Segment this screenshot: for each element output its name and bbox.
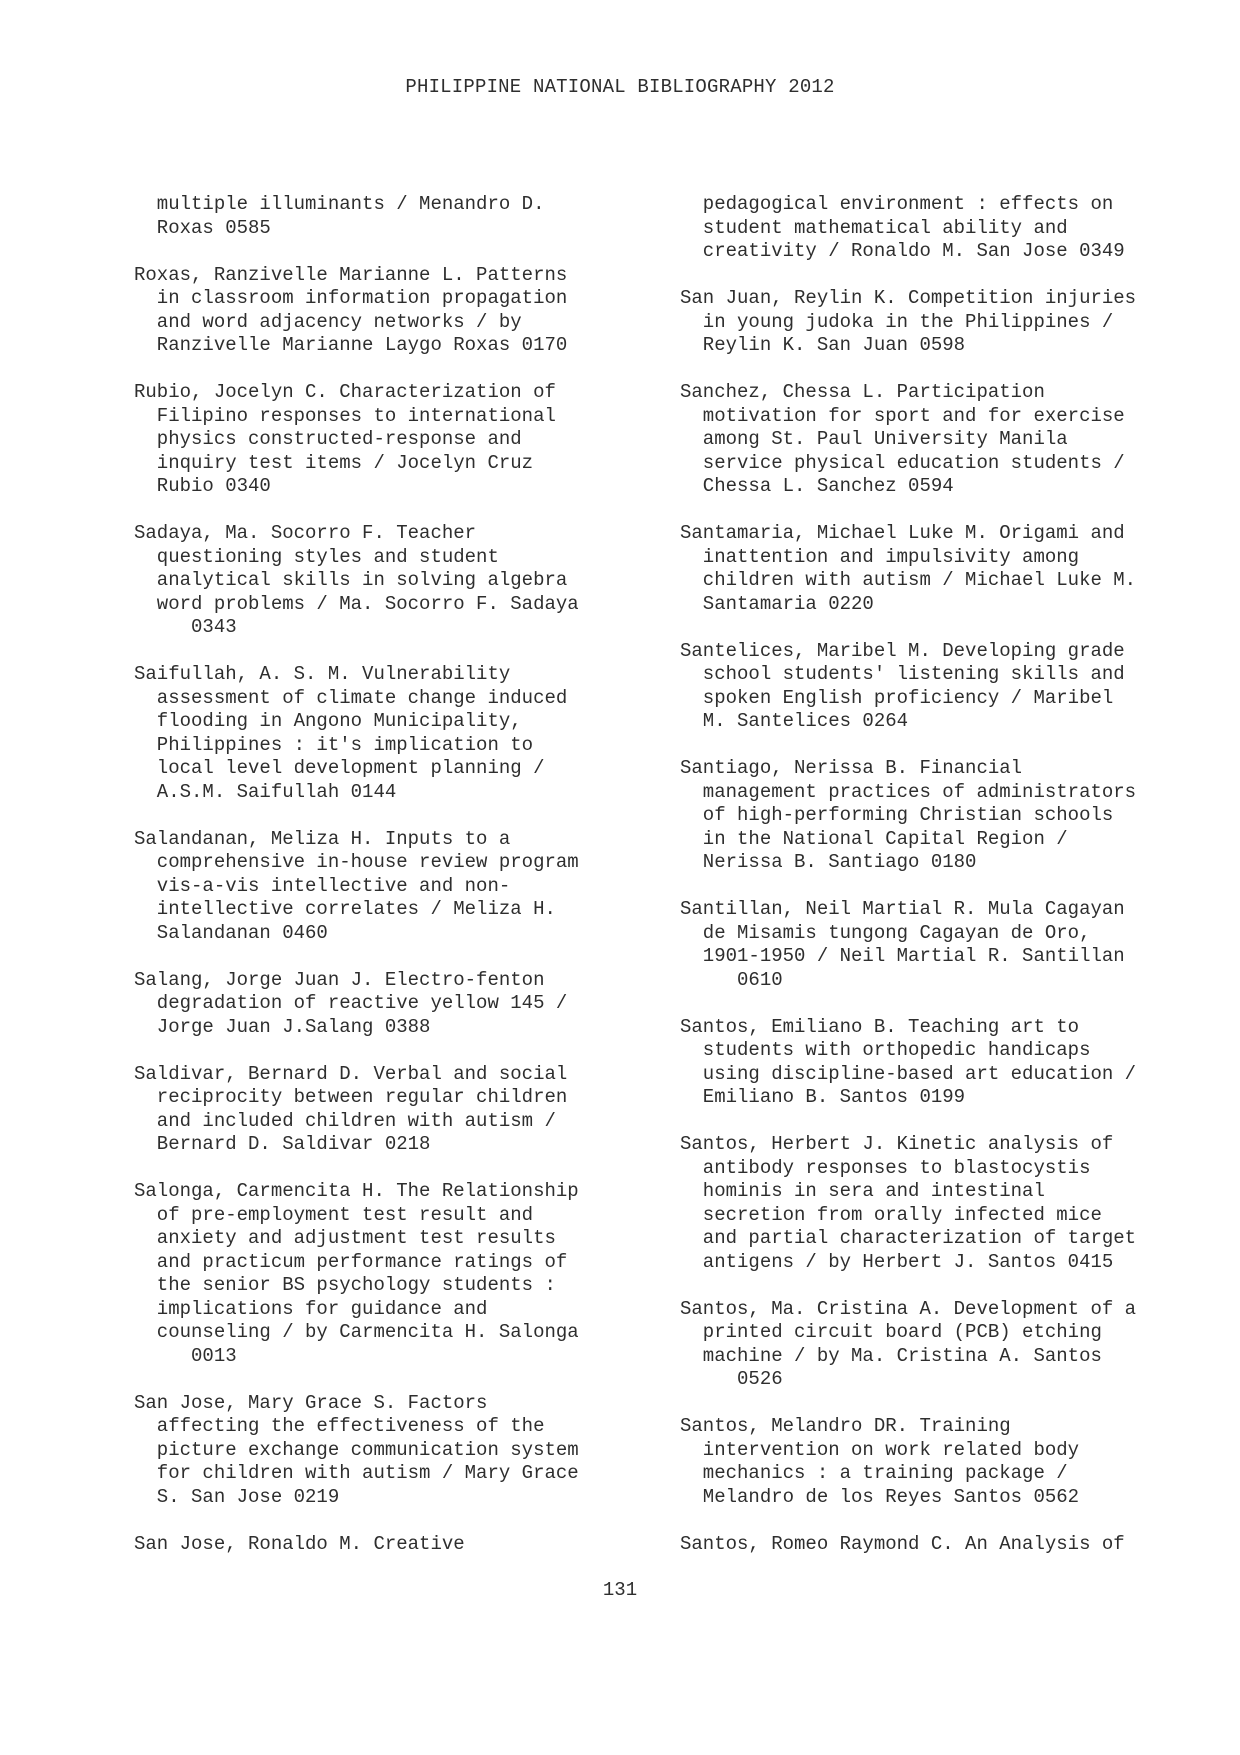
bibliography-entry xyxy=(680,193,1180,264)
entry-line: Santos, Melandro DR. Training xyxy=(680,1415,1011,1437)
entry-line: picture exchange communication system xyxy=(134,1438,579,1461)
bibliography-entry xyxy=(680,381,1180,499)
bibliography-entry xyxy=(680,1415,1180,1509)
entry-line: Reylin K. San Juan 0598 xyxy=(680,334,966,356)
bibliography-entry xyxy=(680,1298,1180,1392)
entry-line: pedagogical environment : effects on xyxy=(680,193,1114,215)
bibliography-entry xyxy=(680,757,1180,875)
entry-line: questioning styles and student xyxy=(134,545,499,568)
entry-line: 1901-1950 / Neil Martial R. Santillan xyxy=(680,945,1125,967)
bibliography-entry xyxy=(134,1180,634,1368)
entry-line: and word adjacency networks / by xyxy=(134,310,522,333)
entry-line: in young judoka in the Philippines / xyxy=(680,310,1114,333)
entry-line: mechanics : a training package / xyxy=(680,1462,1068,1484)
entry-line: management practices of administrators xyxy=(680,780,1137,803)
entry-line: implications for guidance and xyxy=(134,1297,488,1320)
entry-line: comprehensive in-house review program xyxy=(134,851,579,873)
entry-line: San Juan, Reylin K. Competition injuries xyxy=(680,287,1137,309)
entry-line: printed circuit board (PCB) etching xyxy=(680,1321,1102,1343)
entry-line: Santos, Romeo Raymond C. An Analysis of xyxy=(680,1532,1125,1555)
entry-line: Nerissa B. Santiago 0180 xyxy=(680,851,977,873)
entry-line: analytical skills in solving algebra xyxy=(134,569,568,591)
entry-line: degradation of reactive yellow 145 / xyxy=(134,992,568,1014)
entry-line: Saifullah, A. S. M. Vulnerability xyxy=(134,663,511,685)
entry-line: for children with autism / Mary Grace xyxy=(134,1462,579,1484)
bibliography-entry xyxy=(134,381,634,499)
entry-line: Salonga, Carmencita H. The Relationship xyxy=(134,1180,579,1202)
entry-line: children with autism / Michael Luke M. xyxy=(680,569,1137,591)
bibliography-entry xyxy=(134,828,634,946)
entry-line: school students' listening skills and xyxy=(680,663,1125,685)
entry-line: Santos, Herbert J. Kinetic analysis of xyxy=(680,1133,1114,1155)
bibliography-entry xyxy=(134,1533,634,1557)
entry-line: students with orthopedic handicaps xyxy=(680,1039,1091,1061)
bibliography-entry xyxy=(134,663,634,804)
entry-line: Salandanan 0460 xyxy=(134,921,328,944)
bibliography-entry xyxy=(134,193,634,240)
bibliography-entry xyxy=(134,1063,634,1157)
entry-line: Santamaria 0220 xyxy=(680,592,874,615)
entry-line: Ranzivelle Marianne Laygo Roxas 0170 xyxy=(134,334,568,356)
entry-line: Santos, Ma. Cristina A. Development of a xyxy=(680,1297,1137,1320)
entry-line: 0343 xyxy=(134,616,237,638)
entry-line: anxiety and adjustment test results xyxy=(134,1227,556,1249)
entry-line: intellective correlates / Meliza H. xyxy=(134,898,556,920)
entry-line: machine / by Ma. Cristina A. Santos xyxy=(680,1344,1102,1367)
entry-line: vis-a-vis intellective and non- xyxy=(134,874,511,897)
bibliography-entry xyxy=(134,264,634,358)
entry-line: Santiago, Nerissa B. Financial xyxy=(680,757,1023,779)
entry-line: reciprocity between regular children xyxy=(134,1086,568,1108)
entry-line: spoken English proficiency / Maribel xyxy=(680,686,1114,709)
entry-line: Santos, Emiliano B. Teaching art to xyxy=(680,1015,1080,1038)
entry-line: multiple illuminants / Menandro D. xyxy=(134,193,545,215)
entry-line: A.S.M. Saifullah 0144 xyxy=(134,780,397,803)
entry-line: in classroom information propagation xyxy=(134,287,568,309)
bibliography-entry xyxy=(134,969,634,1040)
entry-line: Rubio 0340 xyxy=(134,475,271,497)
entry-line: using discipline-based art education / xyxy=(680,1062,1137,1085)
entry-line: in the National Capital Region / xyxy=(680,827,1068,850)
entry-line: 0526 xyxy=(680,1368,783,1390)
entry-line: intervention on work related body xyxy=(680,1438,1080,1461)
bibliography-entry xyxy=(134,522,634,640)
bibliography-entry xyxy=(680,640,1180,734)
entry-line: Sadaya, Ma. Socorro F. Teacher xyxy=(134,522,477,544)
entry-line: de Misamis tungong Cagayan de Oro, xyxy=(680,921,1091,944)
entry-line: Santillan, Neil Martial R. Mula Cagayan xyxy=(680,898,1125,920)
entry-line: M. Santelices 0264 xyxy=(680,710,909,732)
entry-line: counseling / by Carmencita H. Salonga xyxy=(134,1321,579,1343)
entry-line: service physical education students / xyxy=(680,451,1125,474)
entry-line: flooding in Angono Municipality, xyxy=(134,710,522,732)
entry-line: Saldivar, Bernard D. Verbal and social xyxy=(134,1062,568,1085)
entry-line: secretion from orally infected mice xyxy=(680,1203,1102,1226)
left-column xyxy=(134,193,634,1580)
page-header: PHILIPPINE NATIONAL BIBLIOGRAPHY 2012 xyxy=(405,76,835,98)
entry-line: affecting the effectiveness of the xyxy=(134,1415,545,1437)
bibliography-entry xyxy=(680,1133,1180,1274)
entry-line: San Jose, Mary Grace S. Factors xyxy=(134,1391,488,1414)
entry-line: 0610 xyxy=(680,968,783,991)
bibliography-entry xyxy=(680,287,1180,358)
entry-line: Roxas 0585 xyxy=(134,216,271,239)
entry-line: San Jose, Ronaldo M. Creative xyxy=(134,1532,465,1555)
entry-line: Filipino responses to international xyxy=(134,404,556,427)
entry-line: Rubio, Jocelyn C. Characterization of xyxy=(134,381,556,403)
bibliography-entry xyxy=(134,1392,634,1510)
entry-line: of high-performing Christian schools xyxy=(680,804,1114,826)
entry-line: inattention and impulsivity among xyxy=(680,545,1080,568)
entry-line: the senior BS psychology students : xyxy=(134,1274,556,1296)
entry-line: antibody responses to blastocystis xyxy=(680,1156,1091,1179)
entry-line: S. San Jose 0219 xyxy=(134,1485,340,1508)
entry-line: inquiry test items / Jocelyn Cruz xyxy=(134,451,534,474)
entry-line: hominis in sera and intestinal xyxy=(680,1180,1045,1202)
bibliography-entry xyxy=(680,1533,1180,1557)
entry-line: physics constructed-response and xyxy=(134,428,522,450)
entry-line: Roxas, Ranzivelle Marianne L. Patterns xyxy=(134,263,568,286)
entry-line: Bernard D. Saldivar 0218 xyxy=(134,1133,431,1155)
entry-line: assessment of climate change induced xyxy=(134,686,568,709)
entry-line: local level development planning / xyxy=(134,757,545,779)
entry-line: Santelices, Maribel M. Developing grade xyxy=(680,639,1125,662)
bibliography-entry xyxy=(680,522,1180,616)
entry-line: antigens / by Herbert J. Santos 0415 xyxy=(680,1250,1114,1273)
entry-line: and practicum performance ratings of xyxy=(134,1250,568,1273)
entry-line: Emiliano B. Santos 0199 xyxy=(680,1086,966,1108)
entry-line: Jorge Juan J.Salang 0388 xyxy=(134,1015,431,1038)
entry-line: 0013 xyxy=(134,1344,237,1367)
entry-line: word problems / Ma. Socorro F. Sadaya xyxy=(134,592,579,615)
entry-line: motivation for sport and for exercise xyxy=(680,404,1125,427)
page-number: 131 xyxy=(602,1579,638,1601)
entry-line: Salandanan, Meliza H. Inputs to a xyxy=(134,827,511,850)
entry-line: of pre-employment test result and xyxy=(134,1203,534,1226)
entry-line: Chessa L. Sanchez 0594 xyxy=(680,475,954,497)
entry-line: and included children with autism / xyxy=(134,1109,556,1132)
entry-line: Melandro de los Reyes Santos 0562 xyxy=(680,1485,1080,1508)
entry-line: among St. Paul University Manila xyxy=(680,428,1068,450)
bibliography-entry xyxy=(680,898,1180,992)
bibliography-entry xyxy=(680,1016,1180,1110)
entry-line: creativity / Ronaldo M. San Jose 0349 xyxy=(680,240,1125,262)
right-column xyxy=(680,193,1180,1580)
entry-line: student mathematical ability and xyxy=(680,216,1068,239)
entry-line: Sanchez, Chessa L. Participation xyxy=(680,381,1045,403)
entry-line: Santamaria, Michael Luke M. Origami and xyxy=(680,522,1125,544)
entry-line: Philippines : it's implication to xyxy=(134,733,534,756)
entry-line: Salang, Jorge Juan J. Electro-fenton xyxy=(134,968,545,991)
entry-line: and partial characterization of target xyxy=(680,1227,1137,1249)
